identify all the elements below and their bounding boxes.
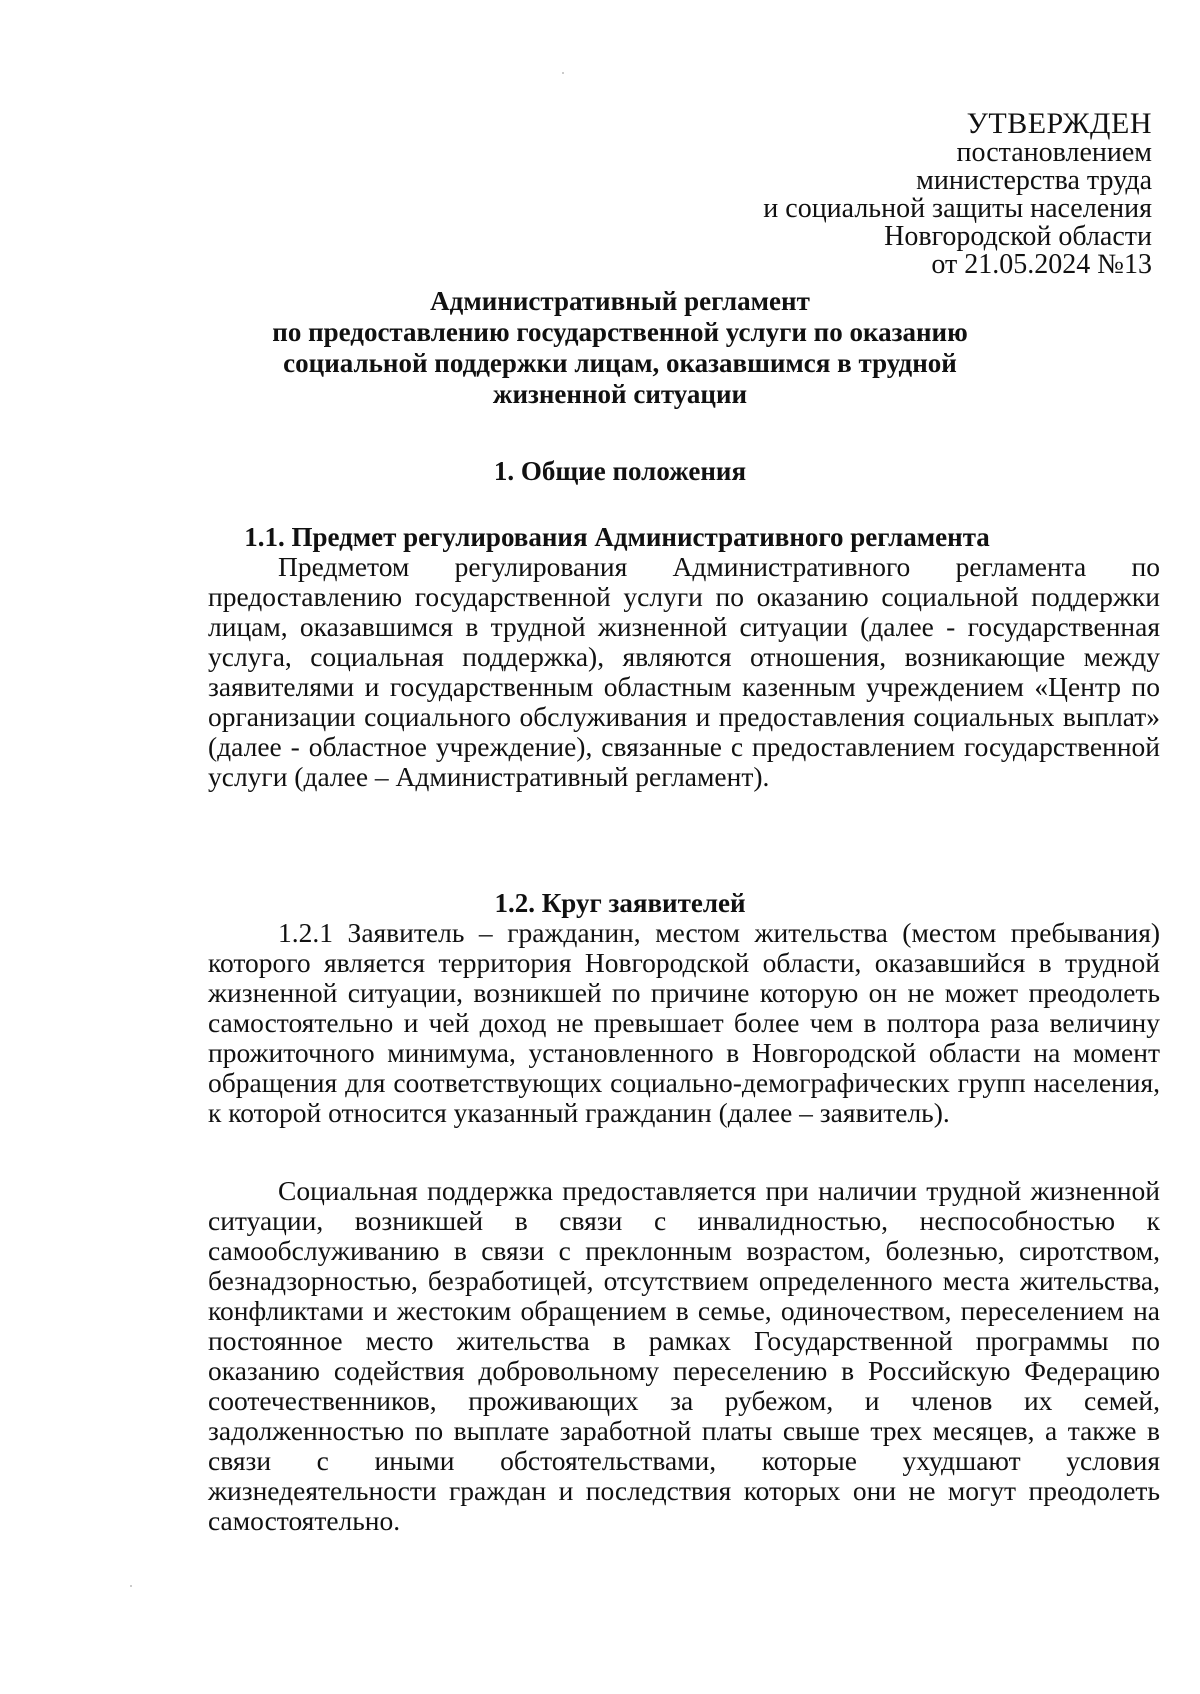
approval-title: УТВЕРЖДЕН [966,107,1152,140]
approval-date-number: от 21.05.2024 №13 [931,249,1152,280]
document-title-line: по предоставлению государственной услуги по оказанию [272,317,968,347]
approval-line: постановлением [956,137,1152,168]
paragraph-text: Предметом регулирования Административного регламента по предоставлению государственной услуги по оказанию социальной поддержки лицам, оказавшимся в трудной жизненной ситуации (далее - государственная услуга, социальная поддержка), являются отношения, возникающие между заявителями и государственным областным казенным учреждением «Центр по организации социального обслуживания и предоставления социальных выплат» (далее - областное учреждение), связанные с предоставлением государственной услуги (далее – Административный регламент). [208,551,1160,792]
approval-line: министерства труда [916,165,1152,196]
approval-stamp-block [763,108,1152,279]
section-paragraph [208,1176,1160,1536]
approval-line: Новгородской области [884,221,1152,252]
section-heading: 1. Общие положения [493,456,747,486]
section-paragraph [208,918,1160,1128]
section-heading: 1.1. Предмет регулирования Административного регламента [244,522,990,552]
section-paragraph [208,552,1160,792]
approval-line: и социальной защиты населения [763,193,1152,224]
document-title-line: жизненной ситуации [492,379,748,409]
document-title-line: Административный регламент [430,286,810,316]
section-heading: 1.2. Круг заявителей [494,888,746,918]
document-title-line: социальной поддержки лицам, оказавшимся в трудной [283,348,957,378]
paragraph-text: 1.2.1 Заявитель – гражданин, местом жительства (местом пребывания) которого является территория Новгородской области, оказавшийся в трудной жизненной ситуации, возникшей по причине которую он не может преодолеть самостоятельно и чей доход не превышает более чем в полтора раза величину прожиточного минимума, установленного в Новгородской области на момент обращения для соответствующих социально-демографических групп населения, к которой относится указанный гражданин (далее – заявитель). [208,917,1160,1128]
scan-speck [562,72,564,74]
scan-speck [130,1585,132,1587]
paragraph-text: Социальная поддержка предоставляется при наличии трудной жизненной ситуации, возникшей в связи с инвалидностью, неспособностью к самообслуживанию в связи с преклонным возрастом, болезнью, сиротством, безнадзорностью, безработицей, отсутствием определенного места жительства, конфликтами и жестоким обращением в семье, одиночеством, переселением на постоянное место жительства в рамках Государственной программы по оказанию содействия добровольному переселению в Российскую Федерацию соотечественников, проживающих за рубежом, и членов их семей, задолженностью по выплате заработной платы свыше трех месяцев, а также в связи с иными обстоятельствами, которые ухудшают условия жизнедеятельности граждан и последствия которых они не могут преодолеть самостоятельно. [208,1175,1160,1536]
document-title [210,286,1030,410]
